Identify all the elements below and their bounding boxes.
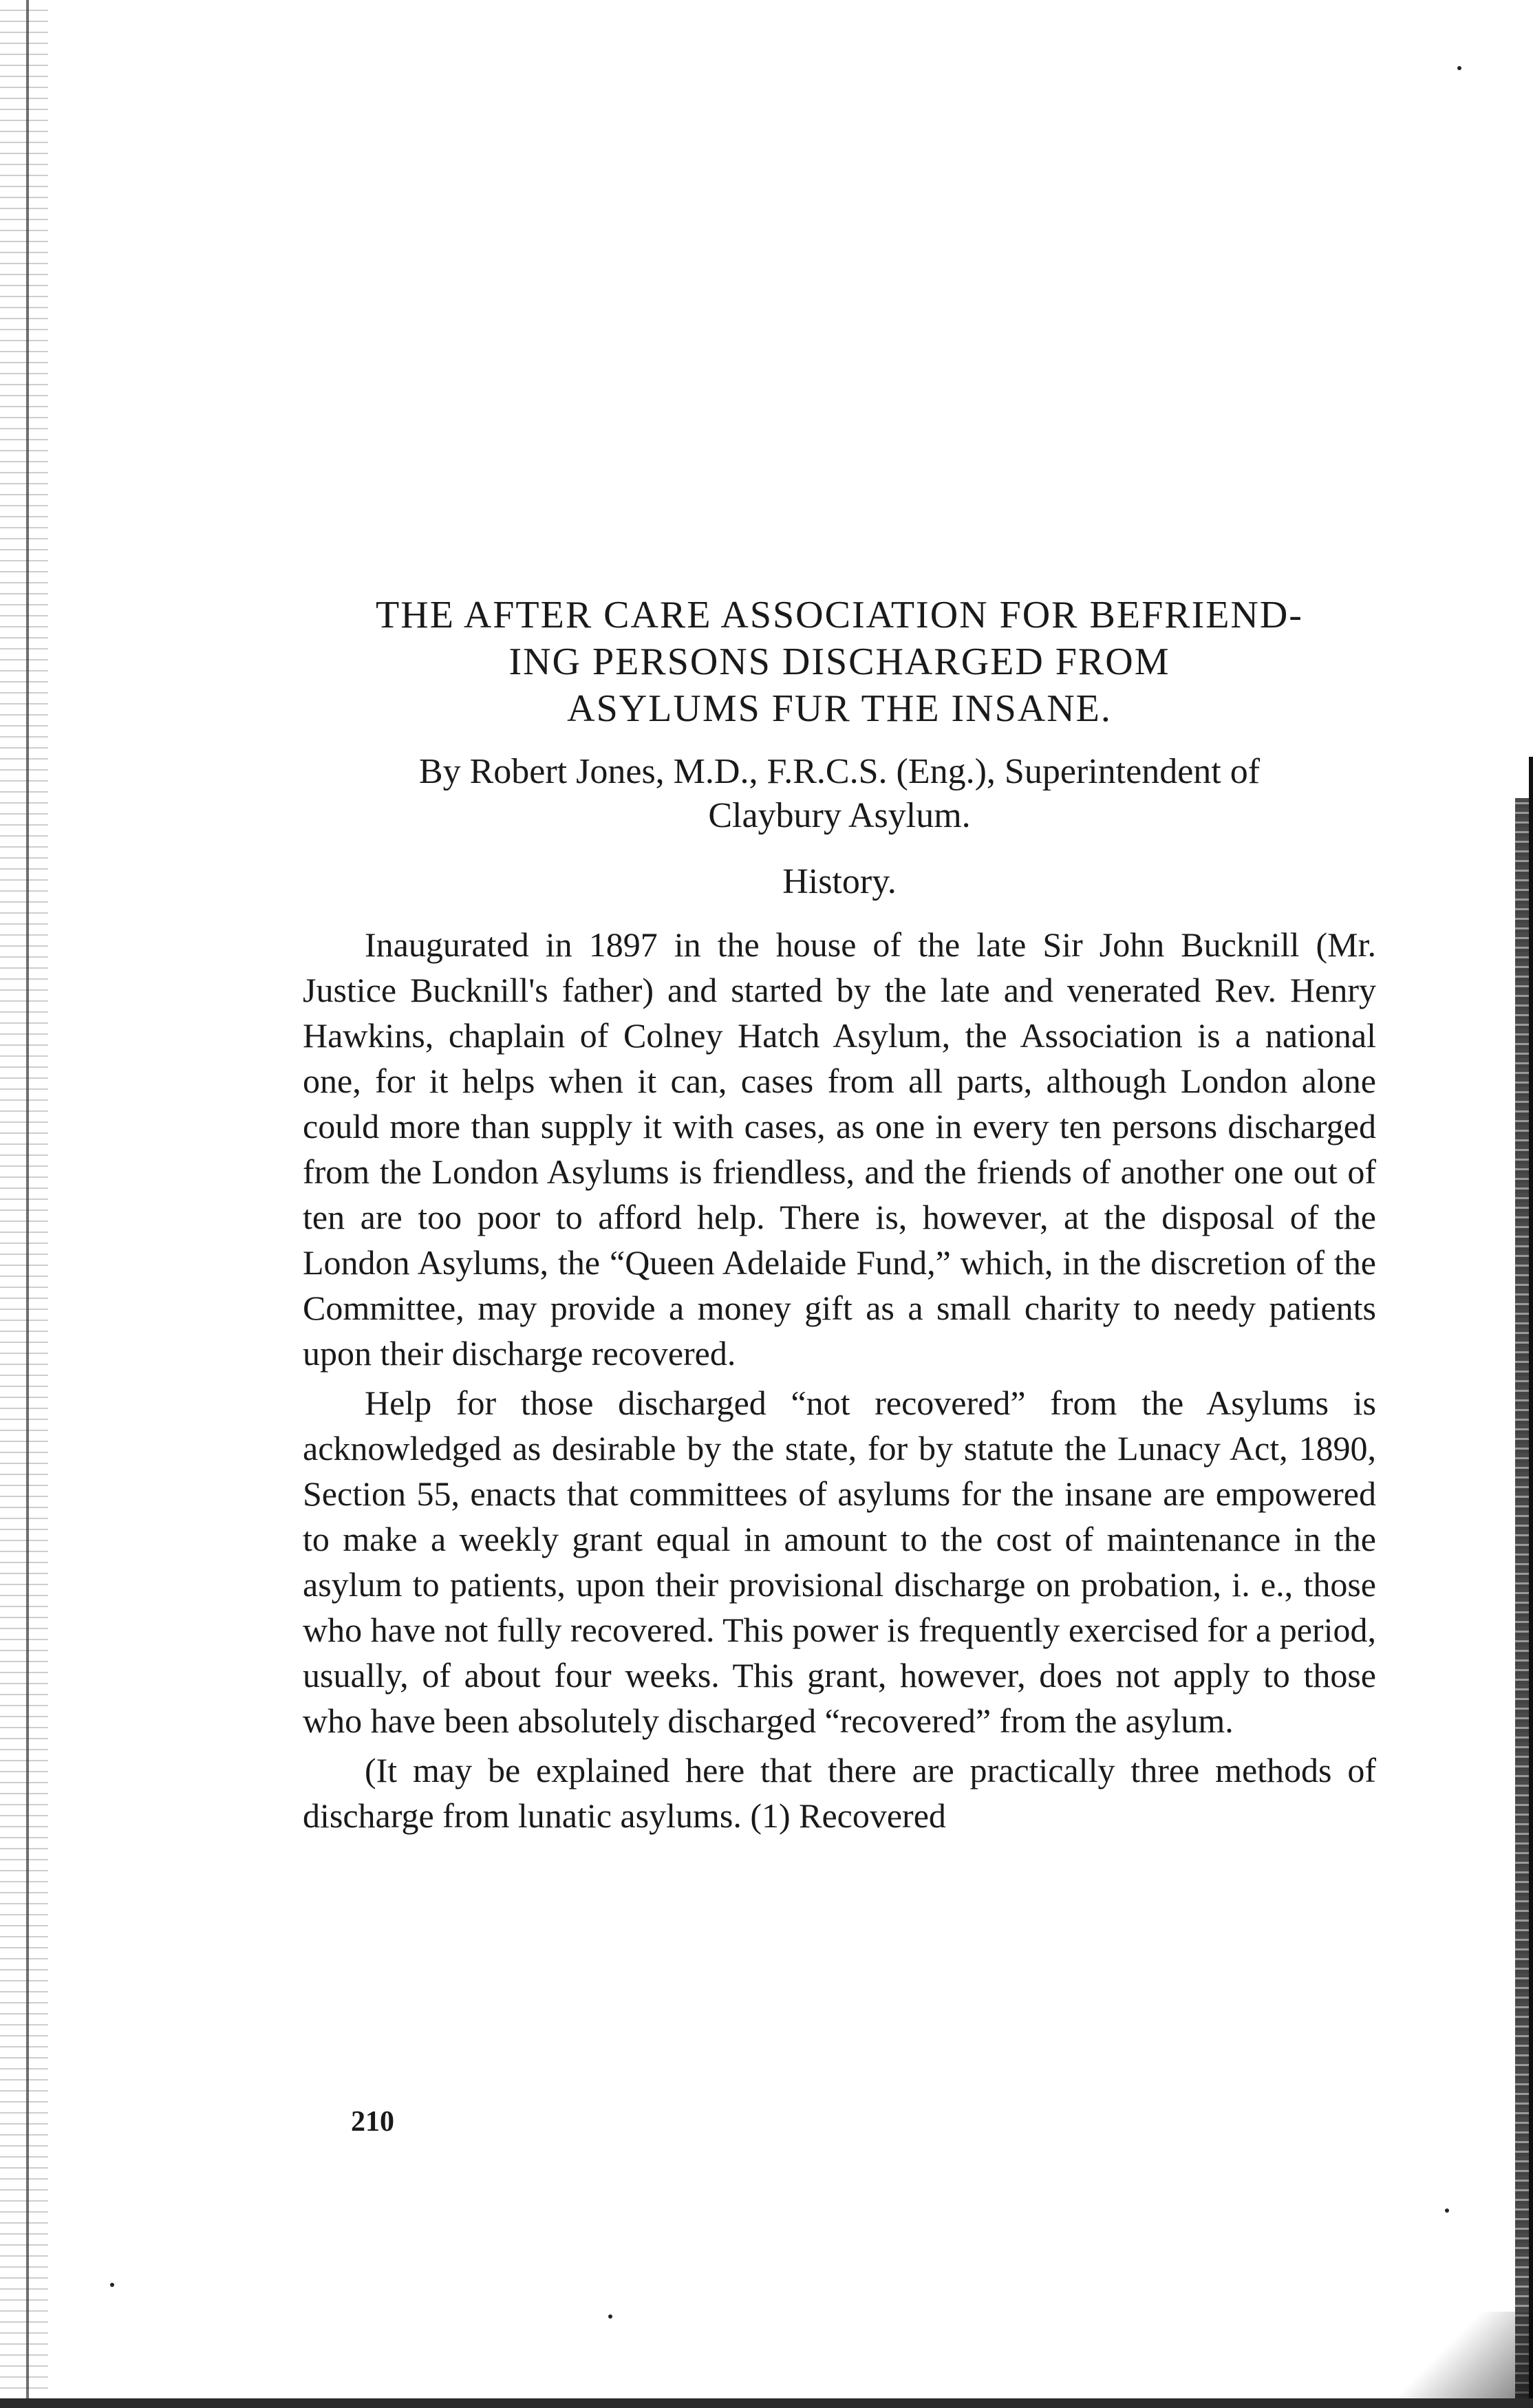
byline-line: Claybury Asylum. [708, 796, 971, 835]
scan-speck [110, 2283, 114, 2287]
author-byline [303, 750, 1376, 838]
body-paragraph: Help for those discharged “not recovered” from the Asylums is acknowledged as desirable by the state, for by statute the Lunacy Act, 1890, Section 55, enacts that committees of asylums for the insane are empowered to make a weekly grant equal in amount to the cost of maintenance in the asylum to patients, upon their provisional discharge on probation, i. e., those who have not fully recovered. This power is frequently exercised for a period, usually, of about four weeks. This grant, however, does not apply to those who have been absolutely discharged “recovered” from the asylum. [303, 1384, 1376, 1740]
scan-speck [1445, 2208, 1449, 2213]
document-page [303, 592, 1376, 1842]
section-heading: History. [782, 862, 897, 901]
scan-edge-left [0, 0, 48, 2408]
title-line: ASYLUMS FUR THE INSANE. [567, 687, 1112, 730]
scan-speck [1457, 66, 1461, 70]
scan-edge-right-line [1529, 757, 1533, 2408]
title-line: ING PERSONS DISCHARGED FROM [508, 641, 1170, 683]
body-paragraph: (It may be explained here that there are practically three methods of discharge from lunatic asylums. (1) Recovered [303, 1751, 1376, 1835]
page-number: 210 [351, 2106, 394, 2138]
scan-edge-left-line [26, 0, 29, 2408]
byline-line: By Robert Jones, M.D., F.R.C.S. (Eng.), Superintendent of [418, 752, 1261, 791]
body-paragraph: Inaugurated in 1897 in the house of the late Sir John Bucknill (Mr. Justice Bucknill's father) and started by the late and venerated Rev. Henry Hawkins, chaplain of Colney Hatch Asylum, the Association is a national one, for it helps when it can, cases from all parts, although London alone could more than supply it with cases, as one in every ten persons discharged from the London Asylums is friendless, and the friends of another one out of ten are too poor to afford help. There is, however, at the disposal of the London Asylums, the “Queen Adelaide Fund,” which, in the discretion of the Committee, may provide a money gift as a small charity to needy patients upon their discharge recovered. [303, 925, 1376, 1373]
article-title [303, 592, 1376, 732]
scan-speck [608, 2314, 612, 2319]
title-line: THE AFTER CARE ASSOCIATION FOR BEFRIEND- [376, 594, 1303, 636]
scan-edge-bottom [0, 2398, 1533, 2408]
scan-corner-shadow [1382, 2312, 1533, 2408]
